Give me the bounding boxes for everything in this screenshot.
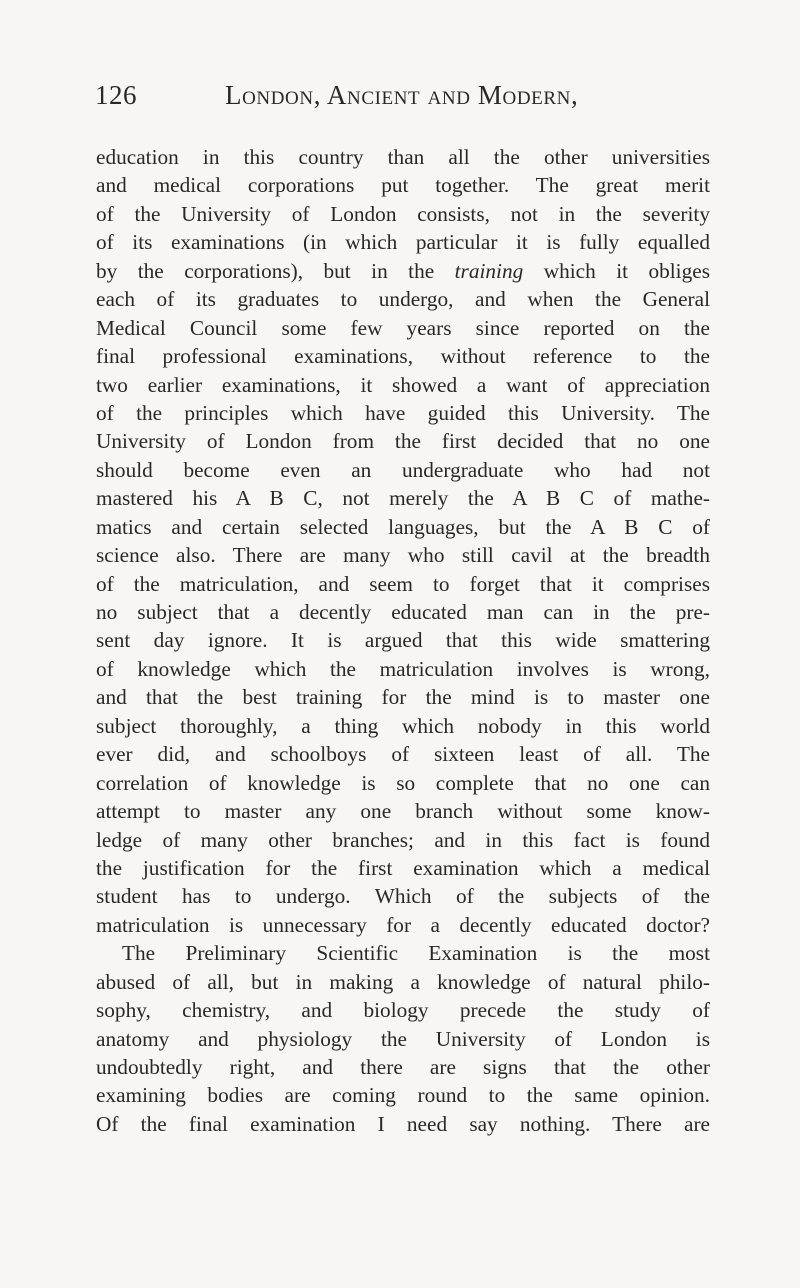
running-head xyxy=(95,80,715,116)
body-text xyxy=(96,143,710,1138)
text-line: matics and certain selected languages, but the A B C of xyxy=(96,514,710,539)
text-line: correlation of knowledge is so complete that no one can xyxy=(96,770,710,795)
text-line: science also. There are many who still cavil at the breadth xyxy=(96,543,710,568)
text-segment: which it obliges xyxy=(523,258,710,283)
text-line: education in this country than all the other universities xyxy=(96,145,710,169)
text-line: abused of all, but in making a knowledge of natural philo- xyxy=(96,969,710,994)
text-line: of the principles which have guided this University. The xyxy=(96,400,710,425)
text-line: two earlier examinations, it showed a want of appreciation xyxy=(96,372,710,397)
text-line: student has to undergo. Which of the subjects of the xyxy=(96,884,710,909)
text-line: each of its graduates to undergo, and when the General xyxy=(96,287,710,312)
text-line: of the matriculation, and seem to forget that it comprises xyxy=(96,571,710,596)
text-line: final professional examinations, without reference to the xyxy=(96,344,710,369)
text-line: mastered his A B C, not merely the A B C of mathe- xyxy=(96,486,710,511)
text-line: undoubtedly right, and there are signs that the other xyxy=(96,1055,710,1079)
text-line-with-italic xyxy=(96,257,710,285)
text-line: and medical corporations put together. The great merit xyxy=(96,173,710,198)
page-number: 126 xyxy=(95,80,137,110)
text-line: of the University of London consists, not in the severity xyxy=(96,201,710,226)
text-line: Of the final examination I need say nothing. There are xyxy=(96,1111,710,1136)
text-line: sent day ignore. It is argued that this wide smattering xyxy=(96,628,710,653)
text-line: matriculation is unnecessary for a decently educated doctor? xyxy=(96,912,710,937)
italic-word: training xyxy=(454,258,524,283)
text-line: Medical Council some few years since reported on the xyxy=(96,315,710,340)
text-line: ever did, and schoolboys of sixteen least of all. The xyxy=(96,742,710,767)
running-title: London, Ancient and Modern, xyxy=(225,80,579,110)
text-line: anatomy and physiology the University of London is xyxy=(96,1026,710,1051)
text-segment: by the corporations), but in the xyxy=(96,258,455,283)
paragraph-start-line: The Preliminary Scientific Examination is the most xyxy=(122,941,710,966)
text-line: and that the best training for the mind is to master one xyxy=(96,685,710,710)
text-line: sophy, chemistry, and biology precede the study of xyxy=(96,998,710,1023)
text-line: University of London from the first decided that no one xyxy=(96,429,710,454)
text-line: subject thoroughly, a thing which nobody in this world xyxy=(96,713,710,738)
text-line: attempt to master any one branch without some know- xyxy=(96,799,710,824)
text-line: no subject that a decently educated man can in the pre- xyxy=(96,600,710,624)
text-line: the justification for the first examination which a medical xyxy=(96,855,710,880)
text-line: should become even an undergraduate who had not xyxy=(96,457,710,482)
text-line: of knowledge which the matriculation involves is wrong, xyxy=(96,656,710,681)
text-line: ledge of many other branches; and in this fact is found xyxy=(96,827,710,852)
text-line: examining bodies are coming round to the same opinion. xyxy=(96,1083,710,1108)
text-line: of its examinations (in which particular it is fully equalled xyxy=(96,230,710,255)
